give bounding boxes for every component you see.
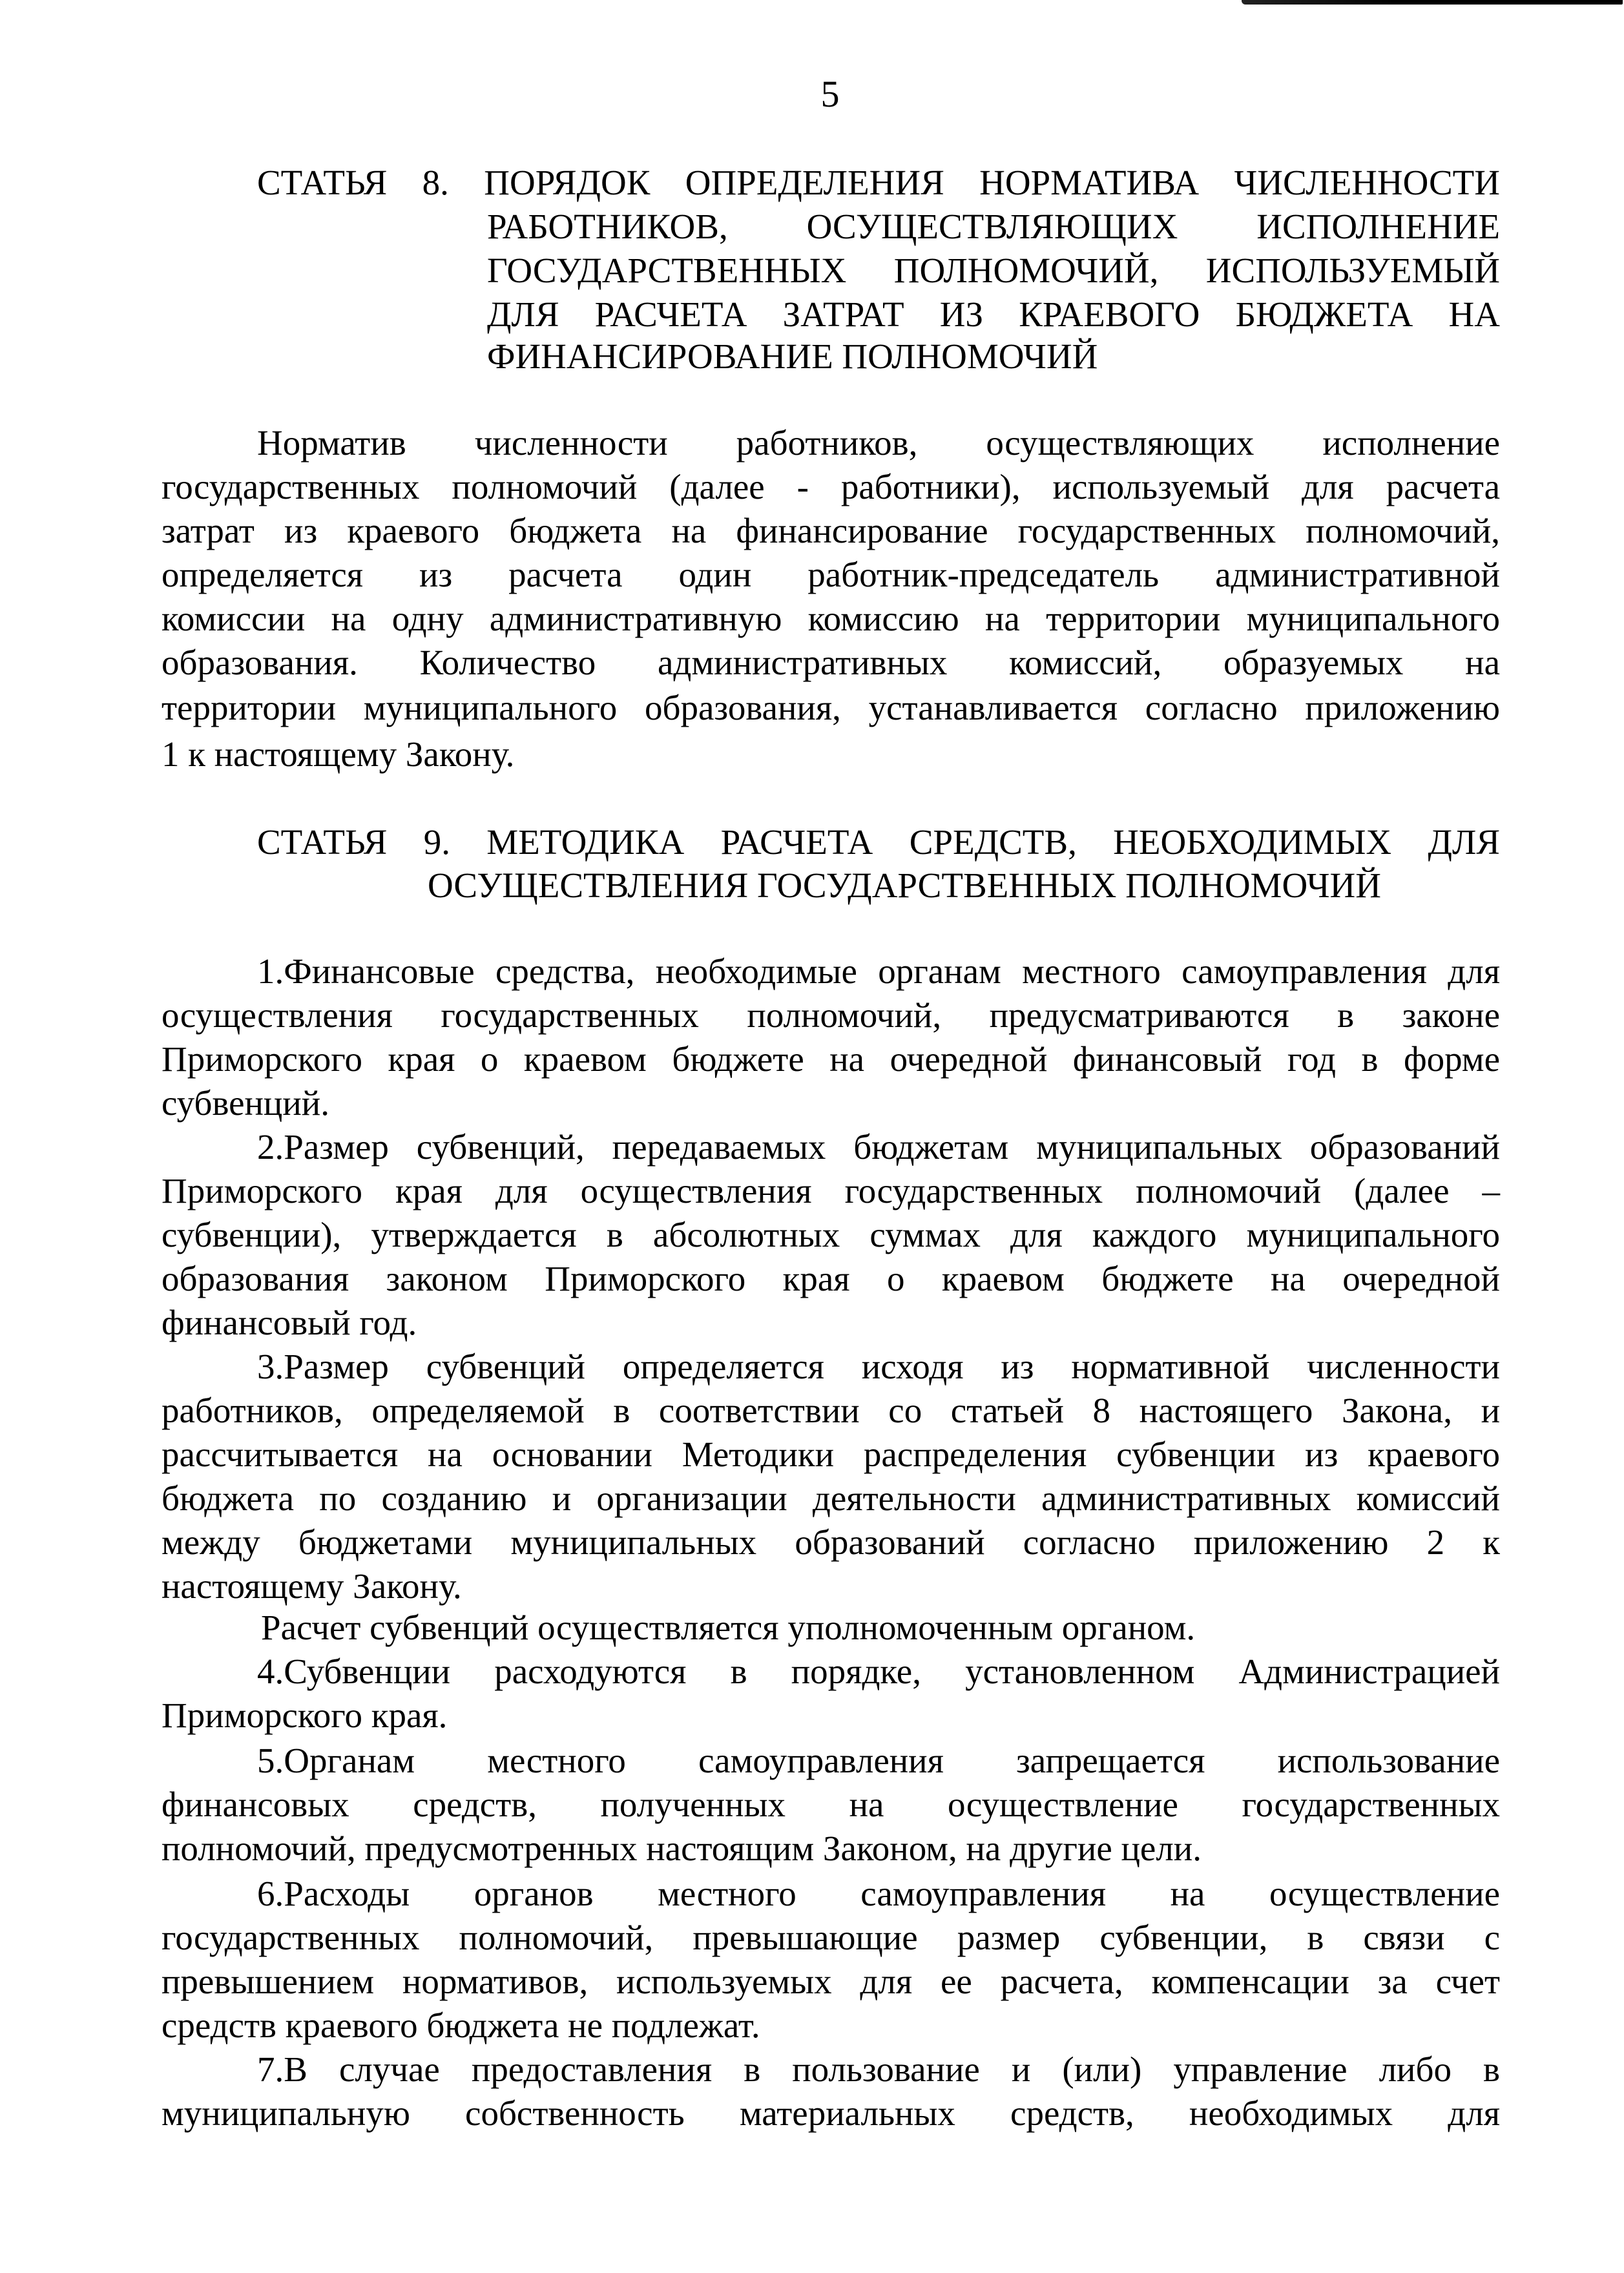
article-8-body-line: определяется из расчета один работник-председатель административной bbox=[161, 555, 1500, 594]
article-9-item-3-line: работников, определяемой в соответствии со статьей 8 настоящего Закона, и bbox=[161, 1391, 1500, 1430]
article-9-item-2-line: финансовый год. bbox=[161, 1303, 417, 1342]
article-9-item-3-line: рассчитывается на основании Методики распределения субвенции из краевого bbox=[161, 1435, 1500, 1474]
scan-edge-line bbox=[1242, 0, 1623, 5]
article-9-item-3-line: между бюджетами муниципальных образований согласно приложению 2 к bbox=[161, 1522, 1500, 1562]
article-9-item-6-line: средств краевого бюджета не подлежат. bbox=[161, 2006, 760, 2045]
article-8-body-line: государственных полномочий (далее - работники), используемый для расчета bbox=[161, 467, 1500, 506]
article-9-item-5-line: полномочий, предусмотренных настоящим Законом, на другие цели. bbox=[161, 1829, 1202, 1868]
article-9-title-line-1: СТАТЬЯ 9. МЕТОДИКА РАСЧЕТА СРЕДСТВ, НЕОБХОДИМЫХ ДЛЯ bbox=[257, 822, 1500, 862]
article-9-title-line-2: ОСУЩЕСТВЛЕНИЯ ГОСУДАРСТВЕННЫХ ПОЛНОМОЧИЙ bbox=[428, 866, 1381, 905]
article-8-title-line-4: ДЛЯ РАСЧЕТА ЗАТРАТ ИЗ КРАЕВОГО БЮДЖЕТА НА bbox=[487, 295, 1500, 334]
article-9-item-2-line: Приморского края для осуществления государственных полномочий (далее – bbox=[161, 1171, 1500, 1210]
article-9-item-6-line: превышением нормативов, используемых для ее расчета, компенсации за счет bbox=[161, 1962, 1500, 2001]
article-8-body-line: 1 к настоящему Закону. bbox=[161, 734, 515, 774]
article-8-title-line-1: СТАТЬЯ 8. ПОРЯДОК ОПРЕДЕЛЕНИЯ НОРМАТИВА ЧИСЛЕННОСТИ bbox=[257, 163, 1500, 202]
article-9-item-2-line: 2.Размер субвенций, передаваемых бюджетам муниципальных образований bbox=[257, 1127, 1500, 1167]
page-number: 5 bbox=[820, 73, 840, 115]
article-9-item-5-line: 5.Органам местного самоуправления запрещается использование bbox=[257, 1741, 1500, 1780]
article-9-item-1-line: Приморского края о краевом бюджете на очередной финансовый год в форме bbox=[161, 1039, 1500, 1079]
article-9-item-4-line: 4.Субвенции расходуются в порядке, установленном Администрацией bbox=[257, 1652, 1500, 1691]
article-9-item-7-line: муниципальную собственность материальных средств, необходимых для bbox=[161, 2093, 1500, 2133]
article-8-title-line-3: ГОСУДАРСТВЕННЫХ ПОЛНОМОЧИЙ, ИСПОЛЬЗУЕМЫЙ bbox=[487, 251, 1500, 290]
article-9-item-4-line: Приморского края. bbox=[161, 1696, 448, 1735]
article-9-item-1-line: субвенций. bbox=[161, 1083, 329, 1123]
article-9-item-3-line: бюджета по созданию и организации деятельности административных комиссий bbox=[161, 1479, 1500, 1518]
article-9-item-3-line: настоящему Закону. bbox=[161, 1566, 462, 1606]
article-9-item-2-line: образования законом Приморского края о краевом бюджете на очередной bbox=[161, 1259, 1500, 1298]
article-9-item-5-line: финансовых средств, полученных на осуществление государственных bbox=[161, 1785, 1500, 1824]
article-8-title-line-2: РАБОТНИКОВ, ОСУЩЕСТВЛЯЮЩИХ ИСПОЛНЕНИЕ bbox=[487, 207, 1500, 246]
article-8-title-line-5: ФИНАНСИРОВАНИЕ ПОЛНОМОЧИЙ bbox=[487, 337, 1098, 376]
article-8-body-line: комиссии на одну административную комиссию на территории муниципального bbox=[161, 599, 1500, 638]
article-8-body-line: территории муниципального образования, устанавливается согласно приложению bbox=[161, 688, 1500, 727]
article-8-body-line: образования. Количество административных комиссий, образуемых на bbox=[161, 643, 1500, 682]
article-9-item-3-line: 3.Размер субвенций определяется исходя из нормативной численности bbox=[257, 1347, 1500, 1386]
article-9-item-1-line: осуществления государственных полномочий, предусматриваются в законе bbox=[161, 995, 1500, 1035]
article-9-item-6-line: 6.Расходы органов местного самоуправления на осуществление bbox=[257, 1874, 1500, 1913]
article-9-item-1-line: 1.Финансовые средства, необходимые органам местного самоуправления для bbox=[257, 951, 1500, 991]
article-9-item-2-line: субвенции), утверждается в абсолютных суммах для каждого муниципального bbox=[161, 1215, 1500, 1254]
article-9-calculation-note: Расчет субвенций осуществляется уполномоченным органом. bbox=[261, 1608, 1196, 1647]
article-9-item-6-line: государственных полномочий, превышающие размер субвенции, в связи с bbox=[161, 1918, 1500, 1957]
article-8-body-line: Норматив численности работников, осуществляющих исполнение bbox=[257, 423, 1500, 462]
article-9-item-7-line: 7.В случае предоставления в пользование и (или) управление либо в bbox=[257, 2050, 1500, 2089]
article-8-body-line: затрат из краевого бюджета на финансирование государственных полномочий, bbox=[161, 511, 1500, 550]
